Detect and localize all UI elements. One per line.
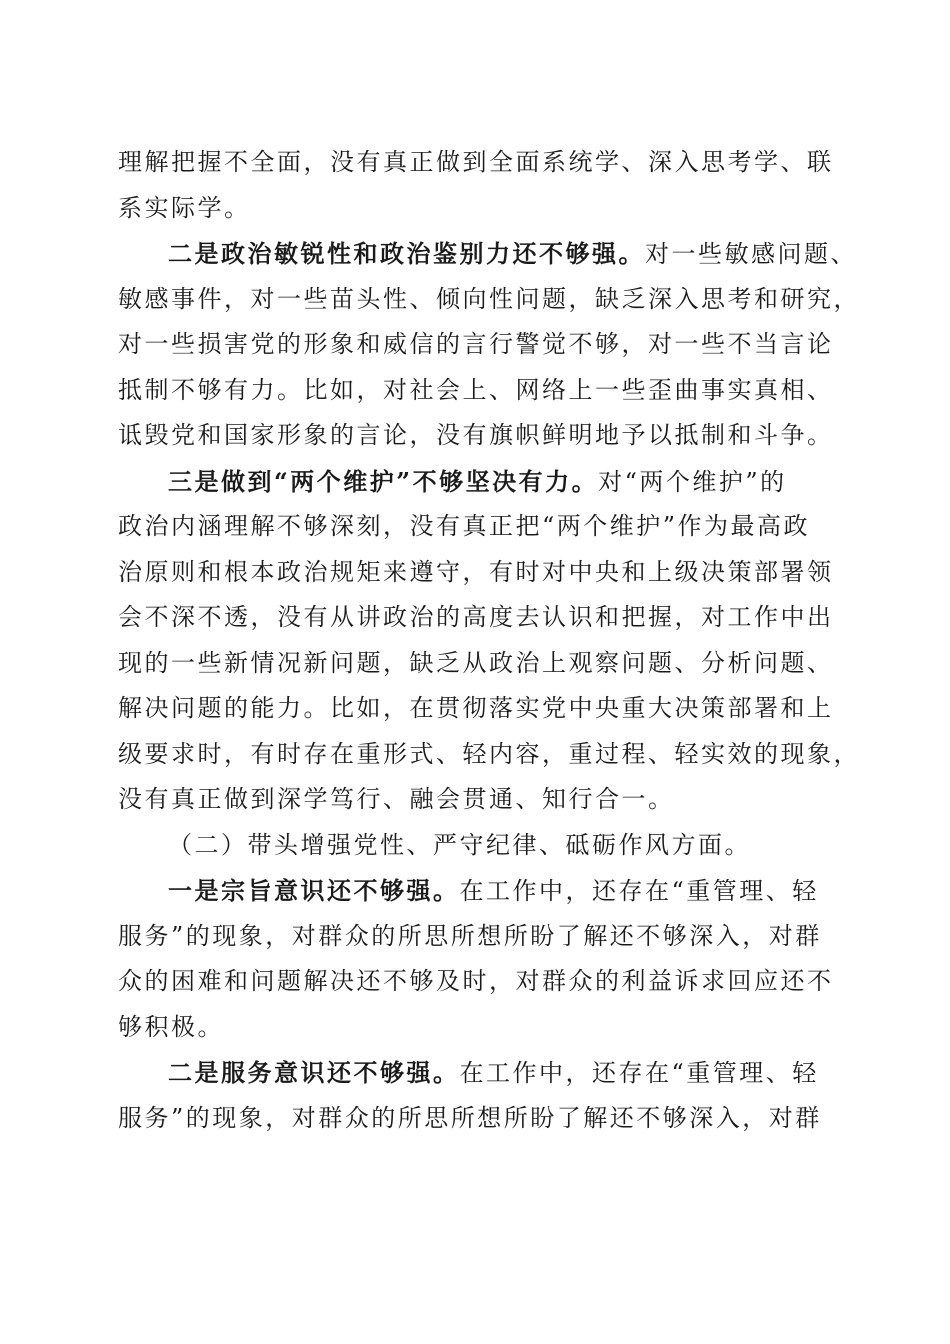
text-line: 系实际学。 <box>118 193 251 222</box>
text-line <box>118 231 857 277</box>
text-line: 级要求时，有时存在重形式、轻内容，重过程、轻实效的现象， <box>118 739 860 768</box>
text-line: 现的一些新情况新问题，缺乏从政治上观察问题、分析问题、 <box>118 648 834 677</box>
text-line: 会不深不透，没有从讲政治的高度去认识和把握，对工作中出 <box>118 603 834 631</box>
text-line: 够积极。 <box>118 1012 224 1041</box>
paragraph-lead: 三是做到“两个维护”不够坚决有力。 <box>168 466 599 496</box>
text-line <box>118 459 834 505</box>
text-line: 治原则和根本政治规矩来遵守，有时对中央和上级决策部署领 <box>118 557 834 586</box>
paragraph-two-safeguards <box>118 459 860 823</box>
text-run: 在工作中，还存在“重管理、轻 <box>459 877 819 905</box>
text-run: 对一些敏感问题、 <box>645 240 857 268</box>
section-heading <box>118 823 834 869</box>
text-line: 众的困难和问题解决还不够及时，对群众的利益诉求回应还不 <box>118 967 834 995</box>
text-line: 抵制不够有力。比如，对社会上、网络上一些歪曲事实真相、 <box>118 375 834 404</box>
paragraph-lead: 一是宗旨意识还不够强。 <box>168 876 460 905</box>
text-line <box>118 1050 834 1096</box>
document-body <box>118 140 860 1141</box>
paragraph-continuation <box>118 140 834 231</box>
text-run: 在工作中，还存在“重管理、轻 <box>459 1059 819 1087</box>
paragraph-purpose-awareness <box>118 868 834 1050</box>
text-line: 诋毁党和国家形象的言论，没有旗帜鲜明地予以抵制和斗争。 <box>118 421 834 449</box>
paragraph-service-awareness <box>118 1050 834 1141</box>
text-line: 敏感事件，对一些苗头性、倾向性问题，缺乏深入思考和研究， <box>118 284 860 313</box>
text-line <box>118 868 834 914</box>
text-run: 对“两个维护”的 <box>598 467 787 496</box>
paragraph-lead: 二是服务意识还不够强。 <box>168 1058 460 1087</box>
text-line: 服务”的现象，对群众的所思所想所盼了解还不够深入，对群 <box>118 921 822 950</box>
text-line: 对一些损害党的形象和威信的言行警觉不够，对一些不当言论 <box>118 330 834 358</box>
text-line: 理解把握不全面，没有真正做到全面系统学、深入思考学、联 <box>118 148 834 176</box>
text-line: 政治内涵理解不够深刻，没有真正把“两个维护”作为最高政 <box>118 512 811 540</box>
paragraph-lead: 二是政治敏锐性和政治鉴别力还不够强。 <box>168 239 645 268</box>
paragraph-political-sensitivity <box>118 231 860 459</box>
text-line: 没有真正做到深学笃行、融会贯通、知行合一。 <box>118 785 675 813</box>
text-line: 解决问题的能力。比如，在贯彻落实党中央重大决策部署和上 <box>118 694 834 722</box>
text-line: 服务”的现象，对群众的所思所想所盼了解还不够深入，对群 <box>118 1103 822 1132</box>
section-heading-text: （二）带头增强党性、严守纪律、砥砺作风方面。 <box>168 830 751 859</box>
